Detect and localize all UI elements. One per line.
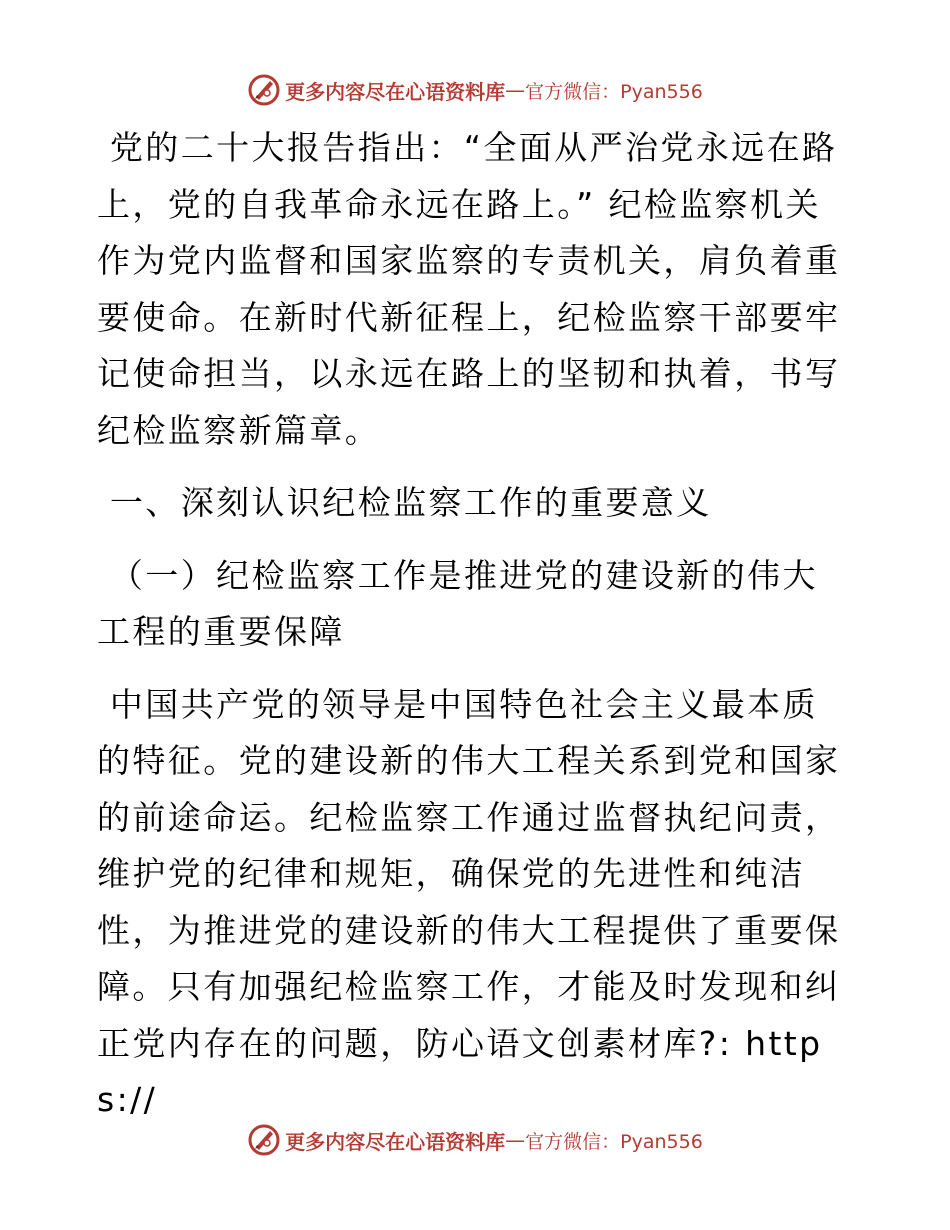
footer-banner <box>0 1120 950 1160</box>
banner-site-name: 更多内容尽在心语资料库 <box>285 1129 506 1154</box>
section-heading: 一、深刻认识纪检监察工作的重要意义 <box>97 483 712 522</box>
banner-separator: — <box>505 78 526 102</box>
banner-site-name: 更多内容尽在心语资料库 <box>285 79 506 104</box>
banner-wechat-id: 官方微信：Pyan556 <box>525 80 703 103</box>
brand-logo-icon <box>247 1123 281 1157</box>
document-body <box>97 120 853 1129</box>
banner-wechat-id: 官方微信：Pyan556 <box>525 1130 703 1153</box>
brand-logo-icon <box>247 73 281 107</box>
subsection-heading: （一）纪检监察工作是推进党的建设新的伟大工程的重要保障 <box>97 555 818 651</box>
intro-paragraph: 党的二十大报告指出：“全面从严治党永远在路上，党的自我革命永远在路上。” 纪检监察机关作为党内监督和国家监察的专责机关，肩负着重要使命。在新时代新征程上，纪检监察干部要牢记使命担当，以永远在路上的坚韧和执着，书写纪检监察新篇章。 <box>97 128 841 450</box>
body-paragraph: 中国共产党的领导是中国特色社会主义最本质的特征。党的建设新的伟大工程关系到党和国家的前途命运。纪检监察工作通过监督执纪问责，维护党的纪律和规矩，确保党的先进性和纯洁性，为推进党的建设新的伟大工程提供了重要保障。只有加强纪检监察工作，才能及时发现和纠正党内存在的问题，防心语文创素材库?: https:// <box>97 684 841 1119</box>
banner-separator: — <box>505 1128 526 1152</box>
header-banner <box>0 70 950 110</box>
